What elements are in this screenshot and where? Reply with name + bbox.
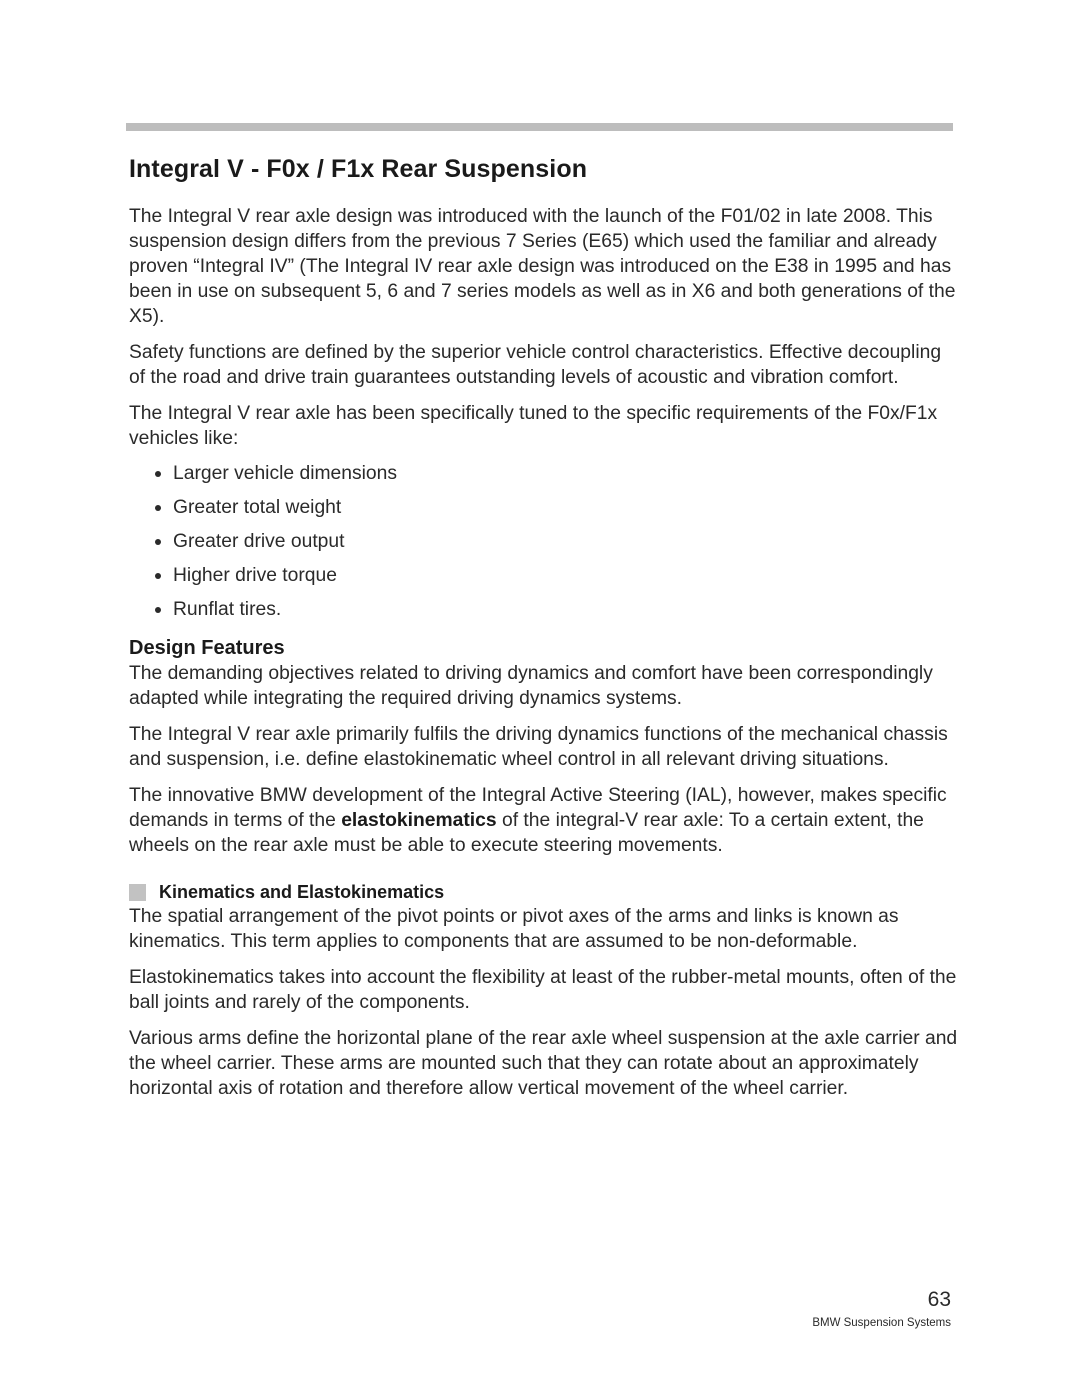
kinematics-paragraph: The spatial arrangement of the pivot points or pivot axes of the arms and links is known as kinematics. This term applies to components that are assumed to be non-deformable. [129, 906, 899, 952]
footer-document-title: BMW Suspension Systems [812, 1317, 951, 1329]
bullet-icon [155, 505, 161, 511]
list-item [151, 559, 959, 593]
bullet-icon [155, 471, 161, 477]
ial-text-before: The innovative BMW development of the Integral Active Steering (IAL), however, makes specific demands in terms of the [129, 785, 947, 831]
list-item [151, 457, 959, 491]
intro-paragraph: The Integral V rear axle has been specifically tuned to the specific requirements of the F0x/F1x vehicles like: [129, 403, 938, 449]
kinematics-paragraph: Elastokinematics takes into account the flexibility at least of the rubber-metal mounts, often of the ball joints and rarely of the components. [129, 967, 957, 1013]
kinematics-heading-text: Kinematics and Elastokinematics [159, 882, 445, 902]
ial-text-bold: elastokinematics [341, 810, 497, 831]
design-paragraph: The Integral V rear axle primarily fulfils the driving dynamics functions of the mechanical chassis and suspension, i.e. define elastokinematic wheel control in all relevant driving situations. [129, 724, 948, 770]
intro-paragraph: The Integral V rear axle design was introduced with the launch of the F01/02 in late 2008. This suspension design differs from the previous 7 Series (E65) which used the familiar and already proven “Integral IV” (The Integral IV rear axle design was introduced on the E38 in 1995 and has been in use on subsequent 5, 6 and 7 series models as well as in X6 and both generations of the X5). [129, 206, 956, 327]
page-title: Integral V - F0x / F1x Rear Suspension [129, 155, 588, 183]
page-number: 63 [927, 1288, 951, 1311]
design-paragraph: The demanding objectives related to driving dynamics and comfort have been correspondingly adapted while integrating the required driving dynamics systems. [129, 663, 933, 709]
kinematics-paragraph: Various arms define the horizontal plane of the rear axle wheel suspension at the axle carrier and the wheel carrier. These arms are mounted such that they can rotate about an approximately horizontal axis of rotation and therefore allow vertical movement of the wheel carrier. [129, 1028, 958, 1099]
kinematics-heading [129, 880, 959, 904]
bullet-icon [155, 573, 161, 579]
list-item [151, 525, 959, 559]
list-item-text: Greater total weight [173, 497, 342, 518]
bullet-icon [155, 607, 161, 613]
list-item [151, 593, 959, 627]
page-content [129, 150, 959, 1112]
section-marker-icon [129, 884, 146, 901]
design-features-heading: Design Features [129, 637, 285, 659]
list-item-text: Runflat tires. [173, 599, 282, 620]
top-divider [126, 123, 953, 131]
list-item-text: Higher drive torque [173, 565, 337, 586]
ial-text-after: of the integral-V rear axle: To a certain extent, the wheels on the rear axle must be able to execute steering movements. [129, 810, 924, 856]
list-item-text: Greater drive output [173, 531, 345, 552]
list-item-text: Larger vehicle dimensions [173, 463, 397, 484]
bullet-icon [155, 539, 161, 545]
intro-paragraph: Safety functions are defined by the superior vehicle control characteristics. Effective decoupling of the road and drive train guarantees outstanding levels of acoustic and vibration comfort. [129, 342, 942, 388]
list-item [151, 491, 959, 525]
ial-paragraph [129, 783, 959, 858]
requirements-list [129, 457, 959, 627]
